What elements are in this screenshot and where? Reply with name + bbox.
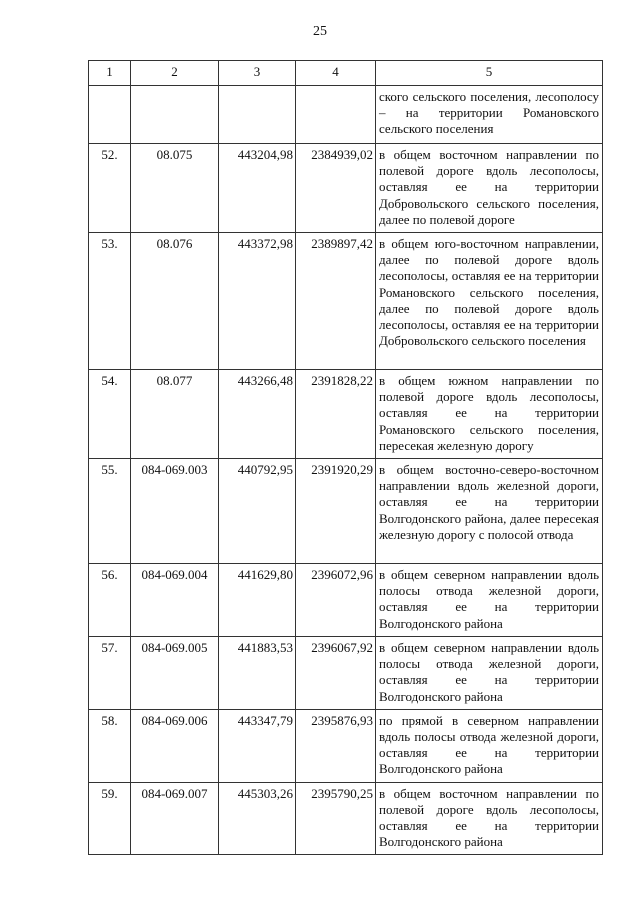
- coordinate-y: 2391828,22: [296, 370, 376, 459]
- table-row: [89, 144, 603, 233]
- point-code: 084-069.006: [131, 709, 219, 782]
- coordinate-x: 443204,98: [219, 144, 296, 233]
- coordinate-y: 2391920,29: [296, 459, 376, 564]
- coordinate-y: 2395790,25: [296, 782, 376, 855]
- point-code: 084-069.003: [131, 459, 219, 564]
- boundary-table: [88, 60, 603, 855]
- column-header: 2: [131, 61, 219, 86]
- point-code: [131, 86, 219, 144]
- coordinate-x: [219, 86, 296, 144]
- page-number: 25: [313, 24, 327, 39]
- boundary-description: в общем юго-восточном направлении, далее по полевой дороге вдоль лесополосы, оставляя ее на территории Романовского сельского поселения, далее по полевой дороге вдоль лесополосы, оставляя ее на территории Добровольского сельского поселения: [376, 233, 603, 370]
- coordinate-x: 445303,26: [219, 782, 296, 855]
- coordinate-y: 2395876,93: [296, 709, 376, 782]
- coordinate-x: 441629,80: [219, 564, 296, 637]
- coordinate-x: 443266,48: [219, 370, 296, 459]
- row-number: 59.: [89, 782, 131, 855]
- coordinate-x: 443372,98: [219, 233, 296, 370]
- boundary-description: в общем северном направлении вдоль полосы отвода железной дороги, оставляя ее на территории Волгодонского района: [376, 564, 603, 637]
- point-code: 08.076: [131, 233, 219, 370]
- row-number: 55.: [89, 459, 131, 564]
- coordinate-x: 443347,79: [219, 709, 296, 782]
- coordinate-x: 441883,53: [219, 637, 296, 710]
- coordinate-y: 2396072,96: [296, 564, 376, 637]
- table-row: [89, 564, 603, 637]
- point-code: 084-069.005: [131, 637, 219, 710]
- column-header: 3: [219, 61, 296, 86]
- row-number: 54.: [89, 370, 131, 459]
- point-code: 084-069.007: [131, 782, 219, 855]
- coordinate-y: [296, 86, 376, 144]
- boundary-description: в общем северном направлении вдоль полосы отвода железной дороги, оставляя ее на территории Волгодонского района: [376, 637, 603, 710]
- column-header: 4: [296, 61, 376, 86]
- row-number: [89, 86, 131, 144]
- table-header-row: [89, 61, 603, 86]
- row-number: 53.: [89, 233, 131, 370]
- boundary-description: в общем восточном направлении по полевой дороге вдоль лесополосы, оставляя ее на территории Волгодонского района: [376, 782, 603, 855]
- point-code: 084-069.004: [131, 564, 219, 637]
- row-number: 58.: [89, 709, 131, 782]
- coordinate-x: 440792,95: [219, 459, 296, 564]
- coordinate-y: 2389897,42: [296, 233, 376, 370]
- table-row: [89, 86, 603, 144]
- table-row: [89, 709, 603, 782]
- table-row: [89, 637, 603, 710]
- coordinate-y: 2384939,02: [296, 144, 376, 233]
- row-number: 52.: [89, 144, 131, 233]
- boundary-description: в общем восточно-северо-восточном направлении вдоль железной дороги, оставляя ее на территории Волгодонского района, далее пересекая железную дорогу с полосой отвода: [376, 459, 603, 564]
- table-row: [89, 370, 603, 459]
- boundary-description: ского сельского поселения, лесополосу – на территории Романовского сельского поселения: [376, 86, 603, 144]
- table-row: [89, 233, 603, 370]
- point-code: 08.075: [131, 144, 219, 233]
- coordinate-y: 2396067,92: [296, 637, 376, 710]
- point-code: 08.077: [131, 370, 219, 459]
- column-header: 5: [376, 61, 603, 86]
- boundary-description: по прямой в северном направлении вдоль полосы отвода железной дороги, оставляя ее на территории Волгодонского района: [376, 709, 603, 782]
- table-row: [89, 782, 603, 855]
- boundary-description: в общем южном направлении по полевой дороге вдоль лесополосы, оставляя ее на территории Романовского сельского поселения, пересекая железную дорогу: [376, 370, 603, 459]
- table-row: [89, 459, 603, 564]
- row-number: 57.: [89, 637, 131, 710]
- column-header: 1: [89, 61, 131, 86]
- boundary-description: в общем восточном направлении по полевой дороге вдоль лесополосы, оставляя ее на территории Добровольского сельского поселения, далее по полевой дороге: [376, 144, 603, 233]
- row-number: 56.: [89, 564, 131, 637]
